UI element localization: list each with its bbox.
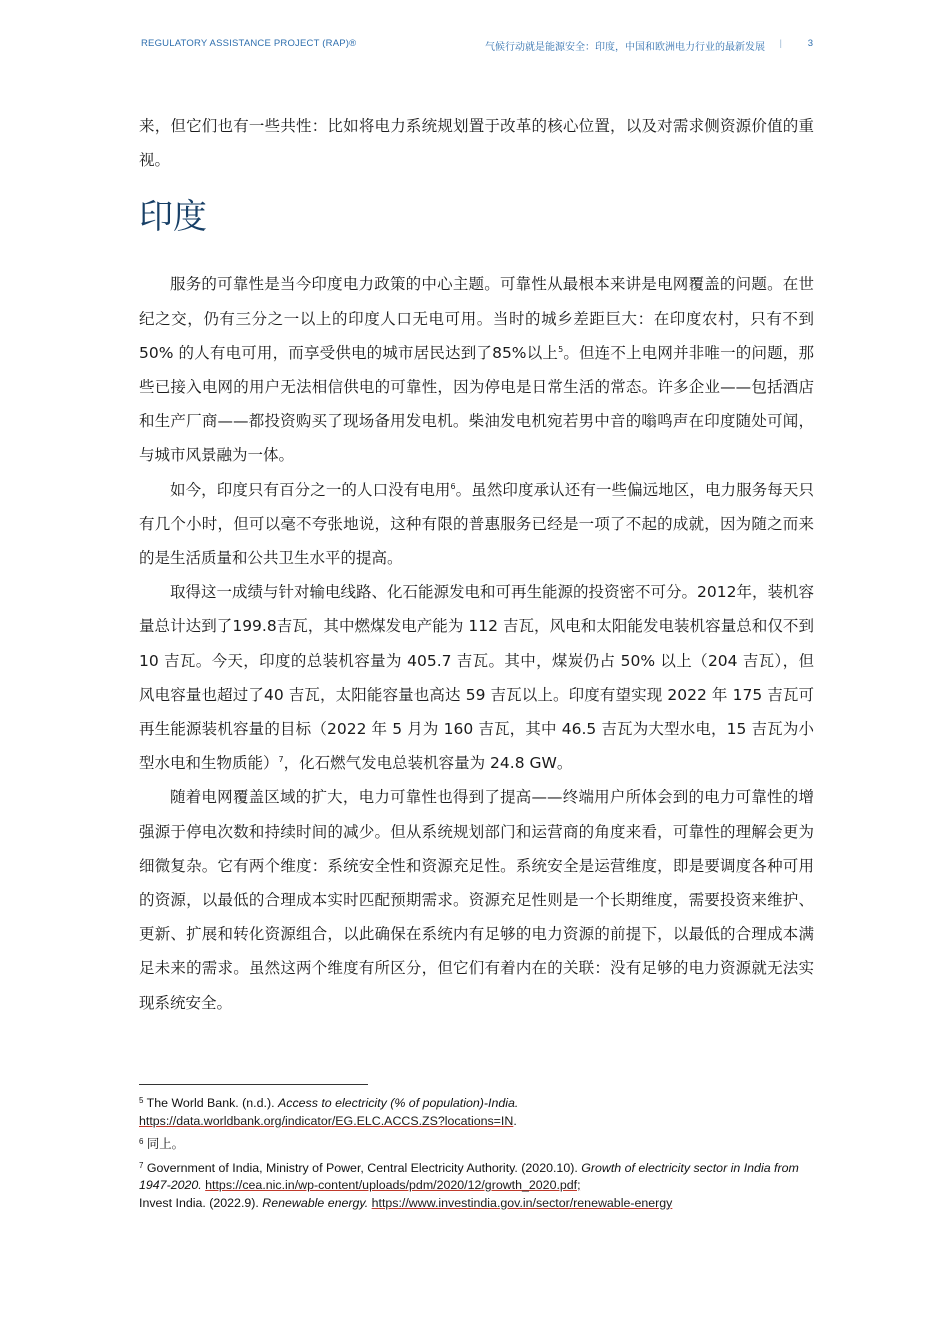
footnote-text: 同上。 bbox=[146, 1137, 185, 1151]
paragraph-text: 。虽然印度承认还有一些偏远地区，电力服务每天只有几个小时，但可以毫不夸张地说，这种有限的普惠服务已经是一项了不起的成就，因为随之而来的是生活质量和公共卫生水平的提高。 bbox=[139, 480, 814, 568]
paragraph-text: 服务的可靠性是当今印度电力政策的中心主题。可靠性从最根本来讲是电网覆盖的问题。在世纪之交，仍有三分之一以上的印度人口无电可用。当时的城乡差距巨大：在印度农村，只有不到 50% 的人有电可用，而享受供电的城市居民达到了85%以上 bbox=[139, 275, 814, 362]
intro-continuation: 来，但它们也有一些共性：比如将电力系统规划置于改革的核心位置，以及对需求侧资源价值的重视。 bbox=[139, 117, 814, 170]
footnote-number: 6 bbox=[139, 1137, 144, 1146]
footnote bbox=[139, 1136, 814, 1154]
paragraph-text: 如今，印度只有百分之一的人口没有电用 bbox=[170, 480, 451, 499]
footnote-text: The World Bank. (n.d.). bbox=[146, 1096, 278, 1110]
page-header bbox=[141, 38, 813, 52]
footnote-number: 7 bbox=[139, 1160, 144, 1170]
main-content bbox=[139, 109, 814, 1020]
document-title: 气候行动就是能源安全：印度，中国和欧洲电力行业的最新发展 bbox=[485, 42, 765, 53]
footnote-title: Access to electricity (% of population)-India. bbox=[277, 1096, 519, 1110]
header-separator: | bbox=[779, 38, 782, 49]
organization-name: REGULATORY ASSISTANCE PROJECT (RAP)® bbox=[141, 38, 357, 49]
footnote-link[interactable]: https://www.investindia.gov.in/sector/renewable-energy bbox=[371, 1195, 673, 1210]
footnote-ref[interactable]: 5 bbox=[558, 344, 564, 354]
paragraph-text: 取得这一成绩与针对输电线路、化石能源发电和可再生能源的投资密不可分。2012年，装机容量总计达到了199.8吉瓦，其中燃煤发电产能为 112 吉瓦，风电和太阳能发电装机容量总和仅不到 10 吉瓦。今天，印度的总装机容量为 405.7 吉瓦。其中，煤炭仍占 50% 以上（204 吉瓦），但风电容量也超过了40 吉瓦，太阳能容量也高达 59 吉瓦以上。印度有望实现 2022 年 175 吉瓦可再生能源装机容量的目标（2022 年 5 月为 160 吉瓦，其中 46.5 吉瓦为大型水电，15 吉瓦为小型水电和生物质能） bbox=[139, 583, 814, 773]
footnote-link[interactable]: https://cea.nic.in/wp-content/uploads/pdm/2020/12/growth_2020.pdf; bbox=[205, 1178, 581, 1192]
paragraph-capacity bbox=[139, 575, 814, 780]
footnote-title: Growth of electricity sector in India from 1947-2020. bbox=[139, 1160, 799, 1192]
footnotes bbox=[139, 1095, 814, 1218]
paragraph-text: ，化石燃气发电总装机容量为 24.8 GW。 bbox=[283, 754, 573, 773]
footnote-title: Renewable energy. bbox=[262, 1195, 369, 1210]
section-heading: 印度 bbox=[139, 197, 207, 238]
page-number: 3 bbox=[807, 38, 813, 49]
footnote-ref[interactable]: 6 bbox=[450, 481, 456, 491]
footnote bbox=[139, 1160, 814, 1213]
footnote-link[interactable]: https://data.worldbank.org/indicator/EG.ELC.ACCS.ZS?locations=IN bbox=[139, 1113, 514, 1128]
paragraph-security: 随着电网覆盖区域的扩大，电力可靠性也得到了提高——终端用户所体会到的电力可靠性的增强源于停电次数和持续时间的减少。但从系统规划部门和运营商的角度来看，可靠性的理解会更为细微复杂。它有两个维度：系统安全性和资源充足性。系统安全是运营维度，即是要调度各种可用的资源，以最低的合理成本实时匹配预期需求。资源充足性则是一个长期维度，需要投资来维护、更新、扩展和转化资源组合，以此确保在系统内有足够的电力资源的前提下，以最低的合理成本满足未来的需求。虽然这两个维度有所区分，但它们有着内在的关联：没有足够的电力资源就无法实现系统安全。 bbox=[139, 788, 814, 1012]
footnote bbox=[139, 1095, 814, 1130]
footnote-number: 5 bbox=[139, 1096, 144, 1105]
footnote-text: . bbox=[513, 1113, 517, 1128]
paragraph-access bbox=[139, 473, 814, 576]
paragraph-text: 。但连不上电网并非唯一的问题，那些已接入电网的用户无法相信供电的可靠性，因为停电是日常生活的常态。许多企业——包括酒店和生产厂商——都投资购买了现场备用发电机。柴油发电机宛若男中音的嗡鸣声在印度随处可闻，与城市风景融为一体。 bbox=[139, 343, 814, 465]
footnote-divider bbox=[139, 1084, 368, 1085]
paragraph-reliability bbox=[139, 267, 814, 472]
footnote-ref[interactable]: 7 bbox=[278, 755, 284, 765]
footnote-text: Government of India, Ministry of Power, Central Electricity Authority. (2020.10). bbox=[146, 1160, 582, 1175]
footnote-text: Invest India. (2022.9). bbox=[139, 1195, 263, 1210]
